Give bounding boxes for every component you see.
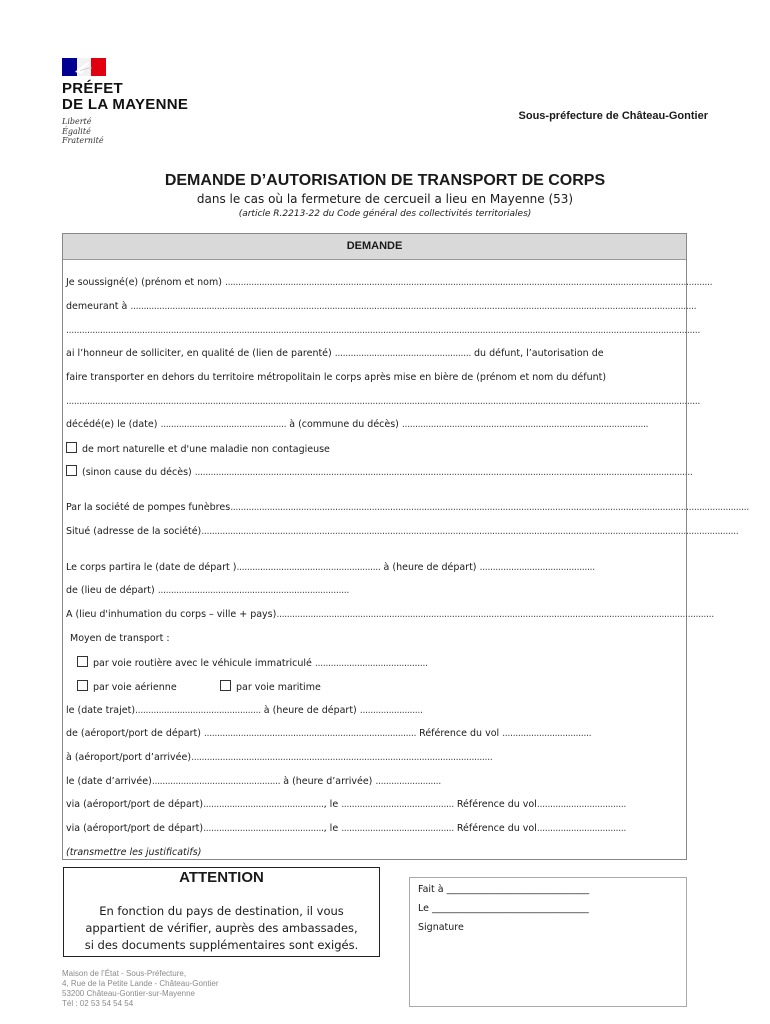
document-title: DEMANDE D’AUTORISATION DE TRANSPORT DE CORPS — [164, 172, 606, 189]
sea-option[interactable] — [220, 680, 420, 694]
field-label: via (aéroport/port de départ) — [66, 823, 204, 834]
field-label-suffix: du défunt, l’autorisation de — [471, 348, 604, 359]
republique-francaise-logo — [62, 58, 106, 76]
field-label: le (date d’arrivée) — [66, 776, 152, 787]
footer-line: Maison de l’État - Sous-Préfecture, — [62, 969, 187, 978]
transport-means-label: Moyen de transport : — [70, 633, 170, 644]
deceased-name-field[interactable]: .................................................................................................................................................................................................................................................. — [66, 396, 700, 407]
field-label: , le — [323, 799, 342, 810]
field-label: de (lieu de départ) — [66, 585, 158, 596]
via-airport-field-1[interactable]: via (aéroport/port de départ).............................................., le ........................................... Référence du vol.................................. — [66, 799, 626, 810]
field-label: à (heure de départ) — [380, 562, 480, 573]
option-label: par voie aérienne — [93, 682, 177, 693]
prefet-line: PRÉFET — [62, 80, 123, 97]
attention-title: ATTENTION — [179, 869, 264, 886]
signature-box — [409, 877, 687, 1007]
field-label: Par la société de pompes funèbres — [66, 502, 231, 513]
natural-death-checkbox[interactable] — [66, 442, 77, 453]
road-option[interactable]: par voie routière avec le véhicule immatriculé ........................................... — [77, 656, 682, 670]
field-label: , le — [323, 823, 342, 834]
trip-date-field[interactable]: le (date trajet)................................................ à (heure de départ) ........................ — [66, 705, 423, 716]
natural-death-option[interactable] — [66, 442, 671, 456]
form-heading: DEMANDE — [63, 234, 686, 260]
death-date-field[interactable]: décédé(e) le (date) ................................................ à (commune du décès) .............................................................................................. — [66, 419, 649, 430]
department-line: DE LA MAYENNE — [62, 96, 189, 113]
via-airport-field-2[interactable]: via (aéroport/port de départ).............................................., le ........................................... Référence du vol.................................. — [66, 823, 626, 834]
option-label: (sinon cause du décès) — [82, 467, 195, 478]
date-field[interactable]: Le _________________________________ — [418, 903, 589, 914]
document-subtitle: dans le cas où la fermeture de cercueil a lieu en Mayenne (53) — [196, 192, 574, 206]
road-checkbox[interactable] — [77, 656, 88, 667]
signature-label: Signature — [418, 922, 464, 933]
prefecture-name — [62, 81, 188, 113]
field-label: Référence du vol — [416, 728, 503, 739]
residence-field[interactable]: demeurant à ........................................................................................................................................................................................................................ — [66, 301, 697, 312]
arrival-date-field[interactable]: le (date d’arrivée)................................................. à (heure d’arrivée) ......................... — [66, 776, 441, 787]
footer-line: 53200 Château-Gontier-sur-Mayenne — [62, 989, 195, 998]
field-label: à (heure de départ) — [260, 705, 360, 716]
motto-liberte: Liberté — [62, 117, 92, 126]
attention-line: appartient de vérifier, auprès des ambassades, — [85, 921, 358, 935]
attention-line: si des documents supplémentaires sont exigés. — [84, 938, 359, 952]
option-label: de mort naturelle et d'une maladie non contagieuse — [82, 444, 330, 455]
residence-field-continued[interactable]: .................................................................................................................................................................................................................................................. — [66, 325, 700, 336]
attention-text — [63, 903, 380, 954]
justification-note: (transmettre les justificatifs) — [66, 847, 202, 858]
field-label: à (heure d’arrivée) — [280, 776, 376, 787]
other-cause-checkbox[interactable] — [66, 465, 77, 476]
legal-reference: (article R.2213-22 du Code général des collectivités territoriales) — [238, 209, 532, 219]
subprefecture-name: Sous-préfecture de Château-Gontier — [518, 110, 708, 122]
field-label: via (aéroport/port de départ) — [66, 799, 204, 810]
departure-airport-field[interactable]: de (aéroport/port de départ) ................................................................................. Référence du vol .................................. — [66, 728, 592, 739]
field-label: à (commune du décès) — [286, 419, 402, 430]
motto-fraternite: Fraternité — [62, 136, 104, 145]
air-checkbox[interactable] — [77, 680, 88, 691]
arrival-airport-field[interactable]: à (aéroport/port d’arrivée)................................................................................................................... — [66, 752, 493, 763]
field-label: demeurant à — [66, 301, 131, 312]
field-label: Le corps partira le (date de départ ) — [66, 562, 237, 573]
field-label: A (lieu d'inhumation du corps – ville + pays) — [66, 609, 277, 620]
option-label: par voie maritime — [236, 682, 321, 693]
company-address-field[interactable]: Situé (adresse de la société)............................................................................................................................................................................................................. — [66, 526, 739, 537]
option-label: par voie routière avec le véhicule immatriculé — [93, 658, 315, 669]
field-label: de (aéroport/port de départ) — [66, 728, 204, 739]
footer-address — [62, 969, 219, 1009]
relationship-field[interactable]: ai l’honneur de solliciter, en qualité de (lien de parenté) .................................................... du défunt, l’autorisation de — [66, 348, 604, 359]
funeral-company-field[interactable]: Par la société de pompes funèbres...................................................................................................................................................................................................... — [66, 502, 749, 513]
attention-line: En fonction du pays de destination, il vous — [99, 904, 344, 918]
field-label: à (aéroport/port d’arrivée) — [66, 752, 192, 763]
burial-place-field[interactable]: A (lieu d'inhumation du corps – ville + pays)....................................................................................................................................................................... — [66, 609, 714, 620]
place-field[interactable]: Fait à ______________________________ — [418, 884, 590, 895]
motto-egalite: Égalité — [62, 126, 91, 136]
transport-sentence: faire transporter en dehors du territoire métropolitain le corps après mise en bière de (prénom et nom du défunt) — [66, 372, 607, 383]
republic-motto — [62, 117, 104, 146]
field-label: ai l’honneur de solliciter, en qualité de (lien de parenté) — [66, 348, 335, 359]
sea-checkbox[interactable] — [220, 680, 231, 691]
field-label: Référence du vol — [453, 823, 537, 834]
departure-date-field[interactable]: Le corps partira le (date de départ )....................................................... à (heure de départ) ............................................ — [66, 562, 595, 573]
field-label: Je soussigné(e) (prénom et nom) — [66, 277, 225, 288]
field-label: Situé (adresse de la société) — [66, 526, 202, 537]
field-label: Référence du vol — [453, 799, 537, 810]
other-cause-option[interactable]: (sinon cause du décès) .............................................................................................................................................................................................. — [66, 465, 671, 479]
departure-place-field[interactable]: de (lieu de départ) ......................................................................... — [66, 585, 349, 596]
field-label: le (date trajet) — [66, 705, 136, 716]
footer-line: 4, Rue de la Petite Lande - Château-Gontier — [62, 979, 219, 988]
requester-name-field[interactable]: Je soussigné(e) (prénom et nom) .......................................................................................................................................................................................... — [66, 277, 713, 288]
field-label: décédé(e) le (date) — [66, 419, 161, 430]
footer-line: Tél : 02 53 54 54 54 — [62, 999, 134, 1008]
